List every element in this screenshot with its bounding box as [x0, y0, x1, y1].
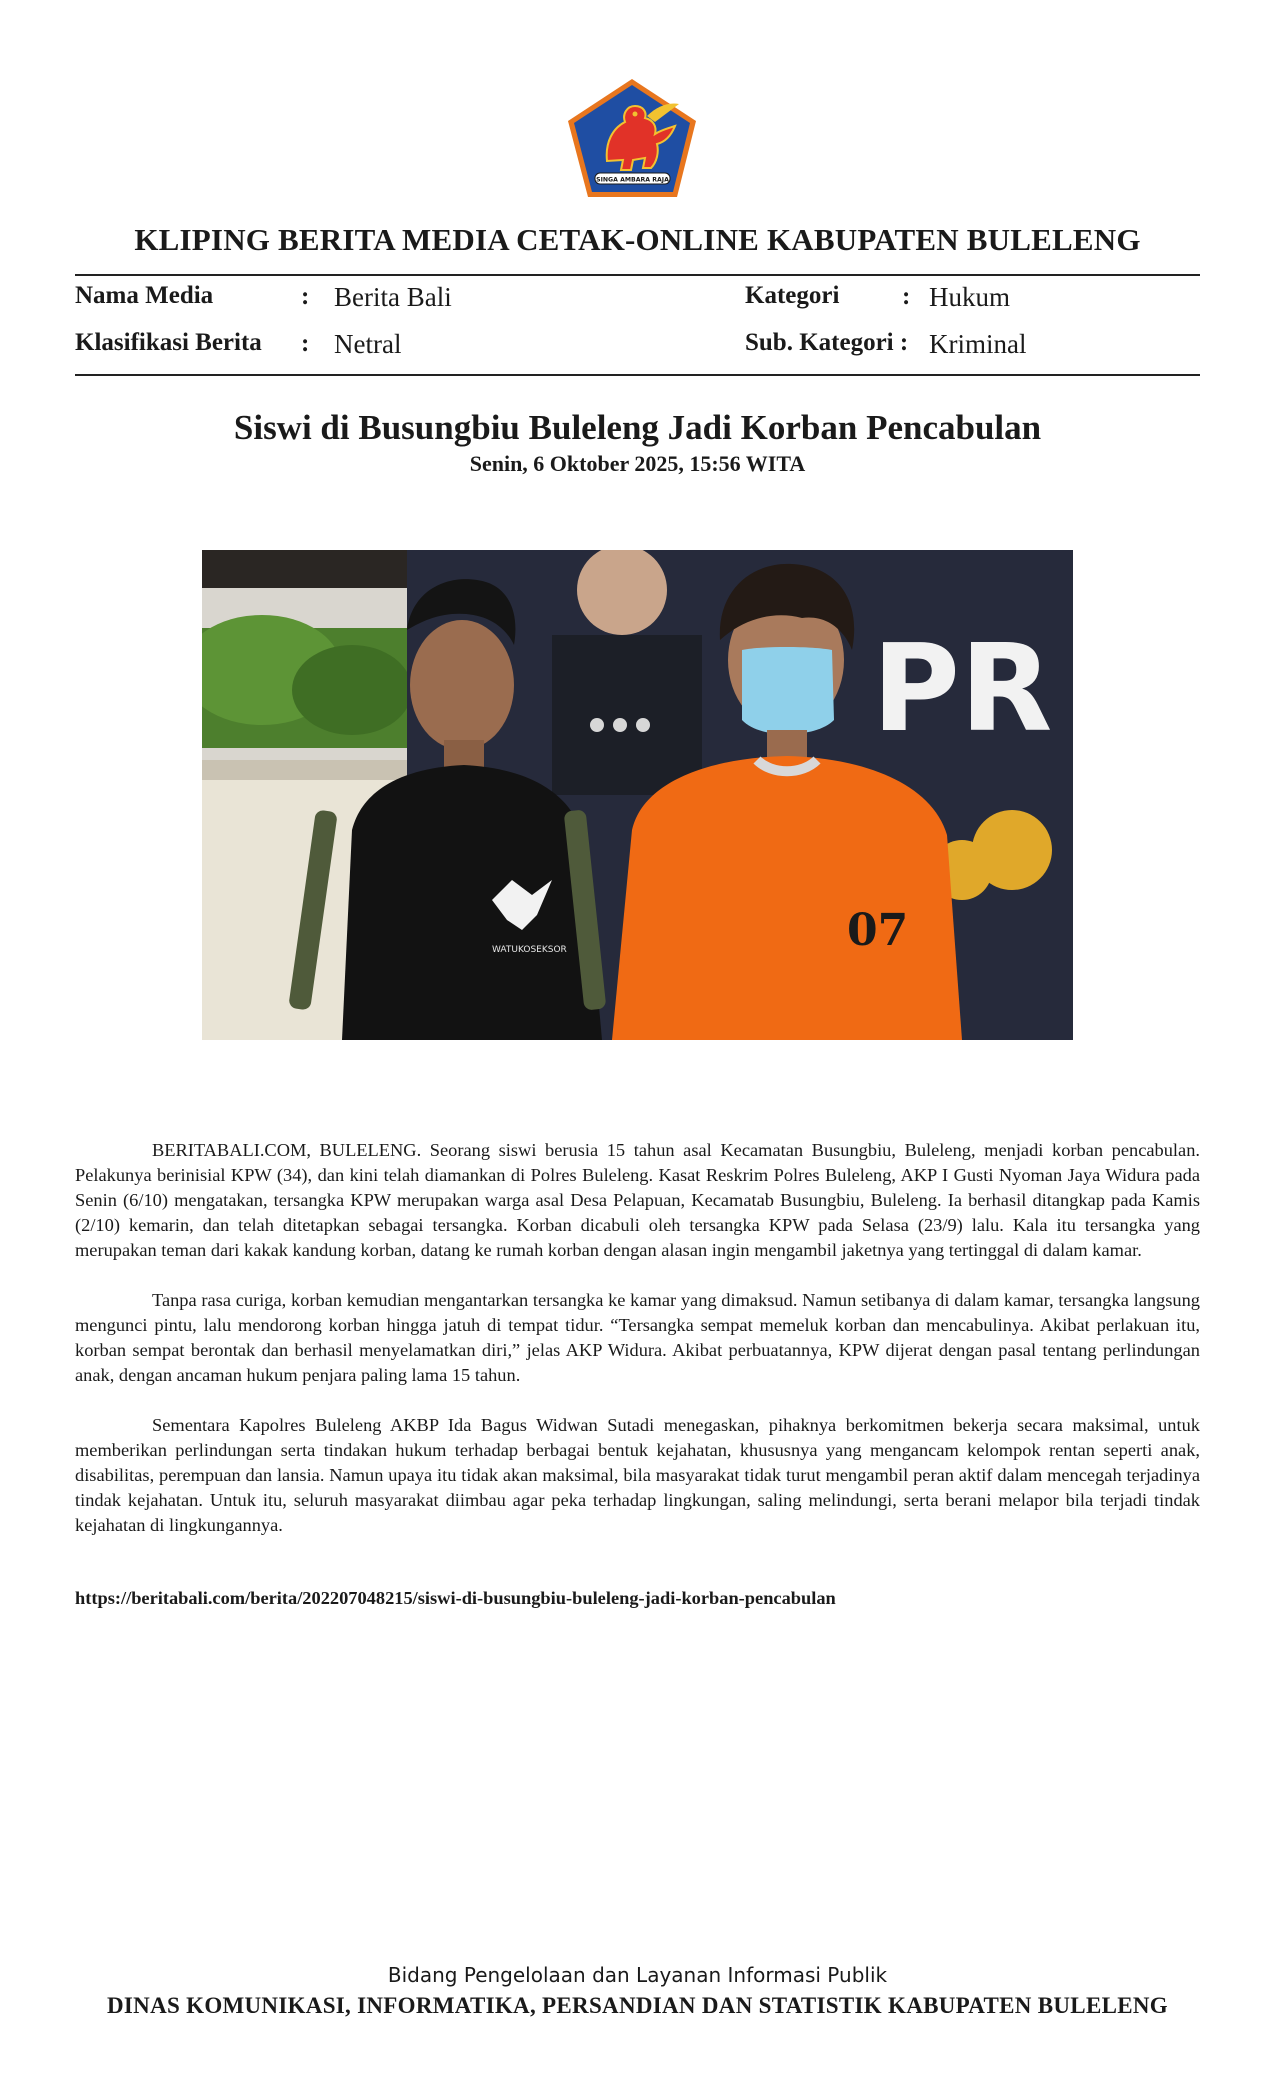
media-label: Nama Media — [75, 282, 214, 309]
klasifikasi-label: Klasifikasi Berita — [75, 329, 262, 356]
subkategori-value: Kriminal — [929, 329, 1027, 359]
footer-agency: DINAS KOMUNIKASI, INFORMATIKA, PERSANDIAN DAN STATISTIK KABUPATEN BULELENG — [107, 1993, 1168, 2018]
document-header-title: KLIPING BERITA MEDIA CETAK-ONLINE KABUPATEN BULELENG — [134, 222, 1141, 257]
shirt-text: WATUKOSEKSOR — [492, 945, 567, 955]
klasifikasi-colon: : — [301, 330, 310, 357]
header-bottom-rule — [75, 374, 1200, 376]
article-title: Siswi di Busungbiu Buleleng Jadi Korban Pencabulan — [233, 408, 1042, 447]
media-value: Berita Bali — [334, 282, 452, 312]
logo-motto: SINGA AMBARA RAJA — [596, 176, 669, 184]
media-colon: : — [301, 283, 310, 310]
article-body — [75, 1138, 1200, 1563]
winged-lion-emblem-icon — [565, 76, 700, 200]
kategori-label: Kategori — [745, 282, 840, 309]
klasifikasi-value: Netral — [334, 329, 402, 359]
kategori-colon: : — [902, 283, 911, 310]
article-date: Senin, 6 Oktober 2025, 15:56 WITA — [469, 451, 806, 476]
header-top-rule — [75, 274, 1200, 276]
article-paragraph: BERITABALI.COM, BULELENG. Seorang siswi berusia 15 tahun asal Kecamatan Busungbiu, Buleleng, menjadi korban pencabulan. Pelakunya berinisial KPW (34), dan kini telah diamankan di Polres Buleleng. Kasat Reskrim Polres Buleleng, AKP I Gusti Nyoman Jaya Widura pada Senin (6/10) mengatakan, tersangka KPW merupakan warga asal Desa Pelapuan, Kecamatab Busungbiu, Buleleng. Ia berhasil ditangkap pada Kamis (2/10) kemarin, dan telah ditetapkan sebagai tersangka. Korban dicabuli oleh tersangka KPW pada Selasa (23/9) lalu. Kala itu tersangka yang merupakan teman dari kakak kandung korban, datang ke rumah korban dengan alasan ingin mengambil jaketnya yang tertinggal di dalam kamar. — [75, 1140, 1200, 1260]
uniform-number: 07 — [847, 905, 909, 956]
source-url: https://beritabali.com/berita/202207048215/siswi-di-busungbiu-buleleng-jadi-korban-pencabulan — [75, 1588, 836, 1608]
subkategori-label: Sub. Kategori : — [745, 329, 909, 356]
article-paragraph: Tanpa rasa curiga, korban kemudian mengantarkan tersangka ke kamar yang dimaksud. Namun setibanya di dalam kamar, tersangka langsung mengunci pintu, lalu mendorong korban hingga jatuh di tempat tidur. “Tersangka sempat memeluk korban dan mencabulinya. Akibat perlakuan itu, korban sempat berontak dan berhasil menyelamatkan diri,” jelas AKP Widura. Akibat perbuatannya, KPW dijerat dengan pasal tentang perlindungan anak, dengan ancaman hukum penjara paling lama 15 tahun. — [75, 1290, 1200, 1385]
article-photo — [202, 550, 1073, 1040]
footer-department: Bidang Pengelolaan dan Layanan Informasi Publik — [387, 1963, 888, 1987]
article-paragraph: Sementara Kapolres Buleleng AKBP Ida Bagus Widwan Sutadi menegaskan, pihaknya berkomitmen bekerja secara maksimal, untuk memberikan perlindungan serta tindakan hukum terhadap berbagai bentuk kejahatan, khususnya yang mengancam kelompok rentan seperti anak, disabilitas, perempuan dan lansia. Namun upaya itu tidak akan maksimal, bila masyarakat tidak turut mengambil peran aktif dalam mencegah terjadinya tindak kejahatan. Untuk itu, seluruh masyarakat diimbau agar peka terhadap lingkungan, saling melindungi, serta berani melapor bila terjadi tindak kejahatan di lingkungannya. — [75, 1415, 1200, 1535]
banner-text: PR — [872, 620, 1053, 759]
kategori-value: Hukum — [929, 282, 1010, 312]
